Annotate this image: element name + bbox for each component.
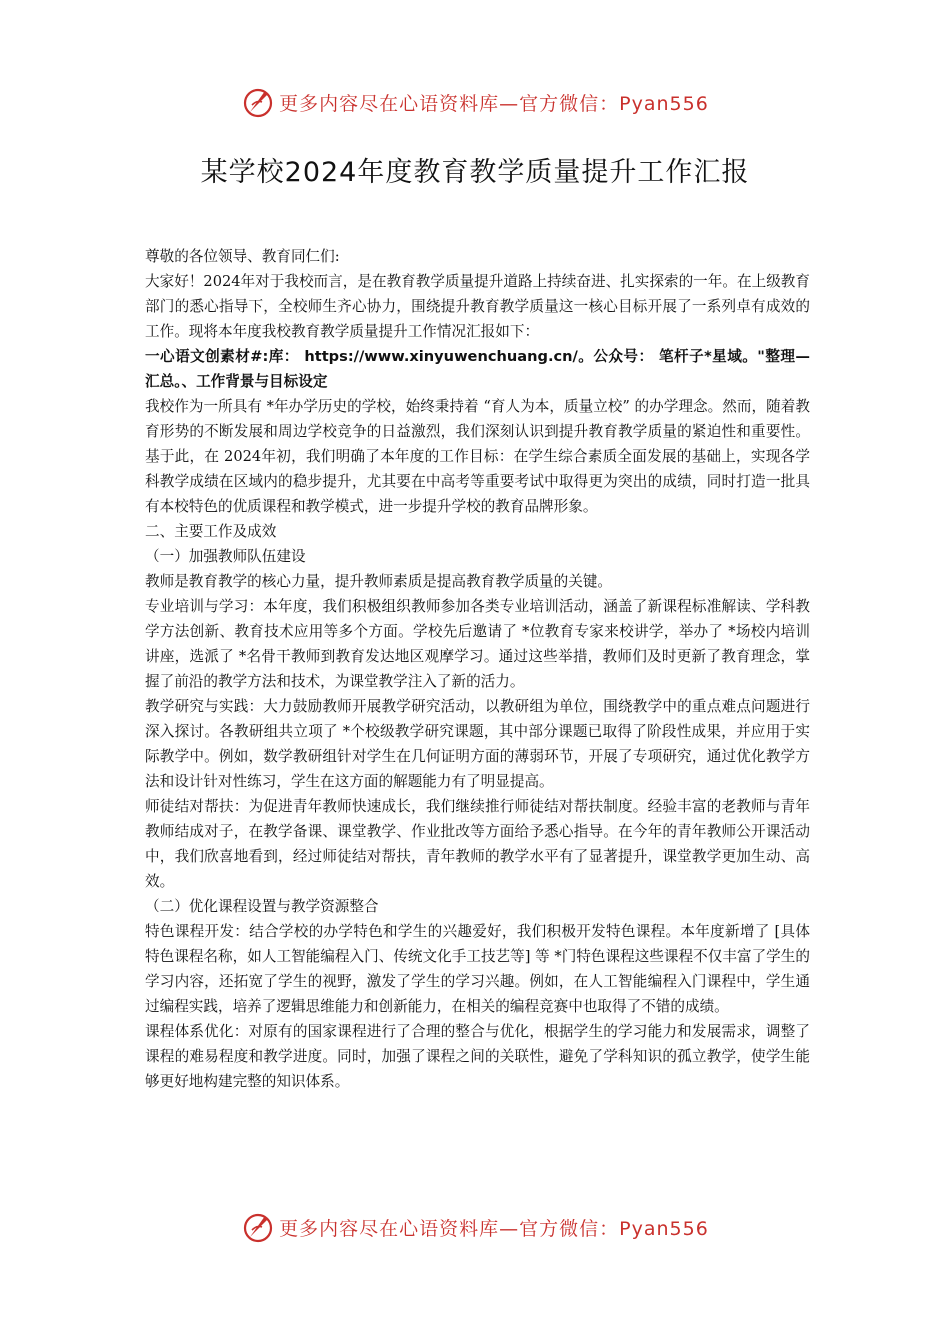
research-paragraph: 教学研究与实践：大力鼓励教师开展教学研究活动，以教研组为单位，围绕教学中的重点难点问题进行深入探讨。各教研组共立项了 *个校级教学研究课题，其中部分课题已取得了阶段性成果，并应用于实际教学中。例如，数学教研组针对学生在几何证明方面的薄弱环节，开展了专项研究，通过优化教学方法和设计针对性练习，学生在这方面的解题能力有了明显提高。	[145, 698, 810, 790]
watermark-footer	[0, 1207, 950, 1247]
subsection-heading-curriculum: （二）优化课程设置与教学资源整合	[145, 898, 379, 915]
document-title: 某学校2024年度教育教学质量提升工作汇报	[200, 157, 750, 188]
watermark-text: 更多内容尽在心语资料库—官方微信：Pyan556	[279, 92, 709, 115]
intro-paragraph: 大家好！2024年对于我校而言，是在教育教学质量提升道路上持续奋进、扎实探索的一年。在上级教育部门的悉心指导下，全校师生齐心协力，围绕提升教育教学质量这一核心目标开展了一系列卓有成效的工作。现将本年度我校教育教学质量提升工作情况汇报如下：	[145, 273, 810, 340]
quill-pen-logo-icon	[241, 1210, 275, 1244]
salutation: 尊敬的各位领导、教育同仁们:	[145, 248, 340, 265]
quill-pen-logo-icon	[241, 85, 275, 119]
watermark-text: 更多内容尽在心语资料库—官方微信：Pyan556	[279, 1217, 709, 1240]
subsection-heading-teachers: （一）加强教师队伍建设	[145, 548, 306, 565]
section-heading-main-work: 二、主要工作及成效	[145, 523, 277, 540]
curriculum-optimization-paragraph: 课程体系优化：对原有的国家课程进行了合理的整合与优化，根据学生的学习能力和发展需求，调整了课程的难易程度和教学进度。同时，加强了课程之间的关联性，避免了学科知识的孤立教学，使学生能够更好地构建完整的知识体系。	[145, 1023, 810, 1090]
teachers-intro-paragraph: 教师是教育教学的核心力量，提升教师素质是提高教育教学质量的关键。	[145, 573, 613, 590]
source-notice: 一心语文创素材#:库： https://www.xinyuwenchuang.cn/。公众号： 笔杆子*星域。"整理—汇总。、工作背景与目标设定	[145, 348, 810, 390]
mentoring-paragraph: 师徒结对帮扶：为促进青年教师快速成长，我们继续推行师徒结对帮扶制度。经验丰富的老教师与青年教师结成对子，在教学备课、课堂教学、作业批改等方面给予悉心指导。在今年的青年教师公开课活动中，我们欣喜地看到，经过师徒结对帮扶，青年教师的教学水平有了显著提升，课堂教学更加生动、高效。	[145, 798, 810, 890]
watermark-header	[0, 82, 950, 122]
training-paragraph: 专业培训与学习：本年度，我们积极组织教师参加各类专业培训活动，涵盖了新课程标准解读、学科教学方法创新、教育技术应用等多个方面。学校先后邀请了 *位教育专家来校讲学，举办了 *场校内培训讲座，选派了 *名骨干教师到教育发达地区观摩学习。通过这些举措，教师们及时更新了教育理念，掌握了前沿的教学方法和技术，为课堂教学注入了新的活力。	[145, 598, 810, 690]
special-courses-paragraph: 特色课程开发：结合学校的办学特色和学生的兴趣爱好，我们积极开发特色课程。本年度新增了 [具体特色课程名称，如人工智能编程入门、传统文化手工技艺等] 等 *门特色课程这些课程不仅丰富了学生的学习内容，还拓宽了学生的视野，激发了学生的学习兴趣。例如，在人工智能编程入门课程中，学生通过编程实践，培养了逻辑思维能力和创新能力，在相关的编程竞赛中也取得了不错的成绩。	[145, 923, 810, 1015]
background-paragraph: 我校作为一所具有 *年办学历史的学校，始终秉持着 “育人为本，质量立校” 的办学理念。然而，随着教育形势的不断发展和周边学校竞争的日益激烈，我们深刻认识到提升教育教学质量的紧迫性和重要性。基于此，在 2024年初，我们明确了本年度的工作目标：在学生综合素质全面发展的基础上，实现各学科教学成绩在区域内的稳步提升，尤其要在中高考等重要考试中取得更为突出的成绩，同时打造一批具有本校特色的优质课程和教学模式，进一步提升学校的教育品牌形象。	[145, 398, 810, 515]
document-body	[145, 244, 810, 1094]
